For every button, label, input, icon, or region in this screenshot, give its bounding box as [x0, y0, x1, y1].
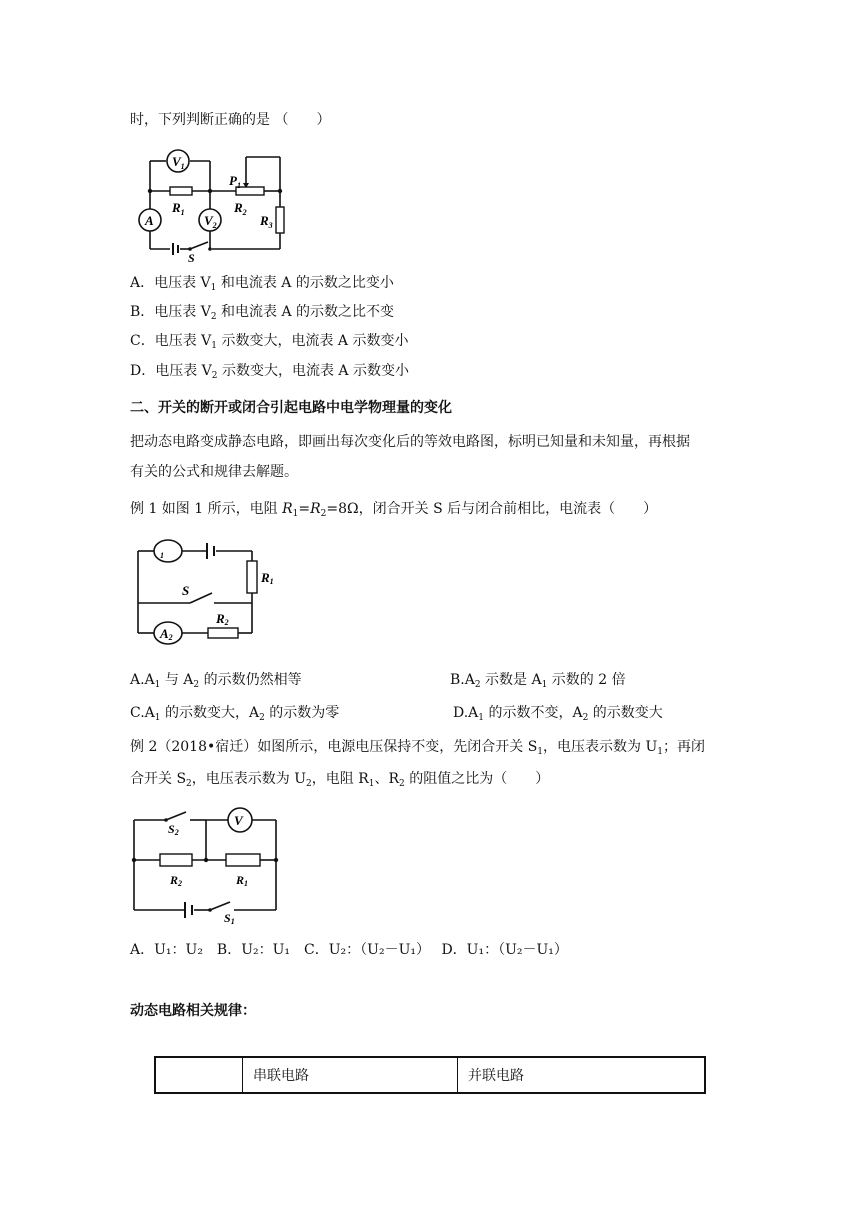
ex1-option-d: $D.A_1$ 的示数不变，$A_2$ 的示数变大 — [453, 705, 663, 723]
option-a: A．电压表 $V_1$ 和电流表 A 的示数之比变小 — [130, 275, 394, 293]
ex1-option-c: $C.A_1$ 的示数变大，$A_2$ 的示数为零 — [130, 705, 340, 723]
label-r2: R2 — [170, 873, 183, 888]
label-v2: $V_2$ — [204, 213, 217, 230]
label-r2: $R_2$ — [234, 200, 247, 217]
label-p: $P_1$ — [229, 173, 241, 190]
section-paragraph-line2: 有关的公式和规律去解题。 — [130, 464, 298, 480]
label-r1: R1 — [236, 873, 249, 888]
option-c: C．电压表 $V_1$ 示数变大，电流表 A 示数变小 — [130, 333, 409, 351]
label-switch: S — [182, 583, 190, 598]
label-r1: $R_1$ — [172, 200, 185, 217]
example2-stem-line2: 合开关 $S_2$，电压表示数为 $U_2$，电阻 $R_1$、$R_2$ 的阻值之比为（ ） — [130, 771, 550, 789]
label-a: A — [145, 213, 154, 228]
label-s2: S2 — [168, 822, 179, 837]
ex1-option-b: $B.A_2$ 示数是 $A_1$ 示数的 2 倍 — [450, 672, 626, 690]
ex2-options: A．U₁：U₂ B．U₂：U₁ C．U₂：（U₂－U₁） D．U₁：（U₂－U₁） — [130, 942, 568, 958]
ex1-option-a: $A.A_1$ 与 $A_2$ 的示数仍然相等 — [130, 672, 302, 690]
rules-table — [154, 1056, 706, 1094]
label-switch: S — [188, 251, 195, 263]
example1-stem: 例 1 如图 1 所示，电阻 $R_1=R_2=8\Omega$，闭合开关 S 后与闭合前相比，电流表（ ） — [130, 501, 658, 519]
label-s1: S1 — [224, 911, 235, 926]
table-header-cell-series: 串联电路 — [243, 1057, 458, 1093]
question-stem-text: 时，下列判断正确的是 （ ） — [130, 112, 331, 128]
label-v1: $V_1$ — [172, 154, 185, 171]
circuit-diagram-fig2 — [128, 806, 288, 926]
example2-stem-line1: 例 2（2018•宿迁）如图所示，电源电压保持不变，先闭合开关 $S_1$，电压表示数为 $U_1$；再闭 — [130, 739, 706, 757]
option-d: D．电压表 $V_2$ 示数变大，电流表 A 示数变小 — [130, 363, 409, 381]
label-r3: $R_3$ — [260, 213, 273, 230]
table-header-cell-0 — [155, 1057, 243, 1093]
label-a1: 1 — [160, 551, 164, 560]
option-b: B．电压表 $V_2$ 和电流表 A 的示数之比不变 — [130, 304, 395, 322]
label-a2: A2 — [160, 626, 173, 642]
question-stem — [130, 110, 330, 130]
label-v: V — [234, 813, 243, 828]
circuit-diagram-fig1 — [128, 537, 278, 649]
circuit-diagram-slider — [128, 145, 288, 263]
section-paragraph-line1: 把动态电路变成静态电路，即画出每次变化后的等效电路图，标明已知量和未知量，再根据 — [130, 434, 690, 450]
label-r1: R1 — [261, 570, 274, 586]
label-r2: R2 — [216, 611, 229, 627]
rules-heading: 动态电路相关规律： — [130, 1003, 256, 1019]
table-header-cell-parallel: 并联电路 — [458, 1057, 706, 1093]
table-row — [155, 1057, 705, 1093]
section-heading: 二、开关的断开或闭合引起电路中电学物理量的变化 — [130, 400, 452, 416]
